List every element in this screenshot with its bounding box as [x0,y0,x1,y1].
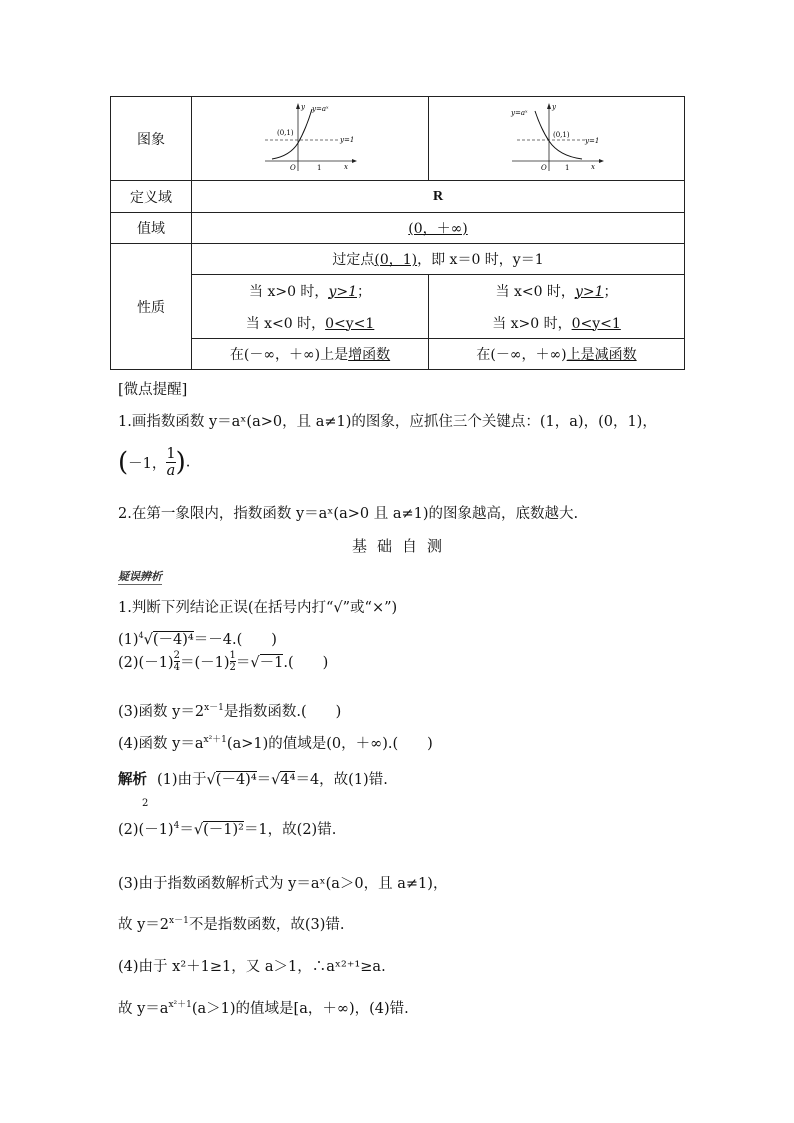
q2-exp2-den: 2 [229,662,236,673]
question-3 [118,700,341,721]
curve-label: y=aˣ [510,108,527,117]
s2-radical: √(－1)² [193,822,244,838]
s2-denominator: 4 [173,821,180,832]
left-mono-value: 增函数 [348,347,391,363]
s2-pre: (2)(－1) [118,822,174,838]
question-4 [118,732,433,753]
left-line1-post: ； [356,283,371,300]
q3-exponent: x－1 [204,703,224,714]
left-line2-pre: 当 x<0 时， [245,315,326,332]
solution-1 [118,768,388,789]
s1-post: ＝4，故(1)错. [295,772,388,788]
s3-post: 不是指数函数，故(3)错. [188,917,345,933]
asymptote-label: y=1 [340,135,355,144]
x-axis-label: x [344,162,348,171]
q2-exp2-num: 1 [229,650,236,661]
asymptote-label: y=1 [584,136,599,145]
tick-label: 1 [317,163,322,172]
x-axis-arrow [599,159,604,163]
question-2 [118,650,328,690]
solution-4-line1: (4)由于 x²＋1≥1，又 a＞1，∴aˣ²⁺¹≥a. [118,959,386,975]
x-axis-arrow [352,159,357,163]
left-mono-pre: 在(－∞，＋∞)上是 [229,347,349,363]
q2-exp1-num: 2 [173,650,180,661]
s2-mid: ＝ [179,822,194,838]
y-axis-label: y [551,102,556,111]
section-tag-text: 疑误辨析 [118,570,162,583]
s2-radicand: (－1)² [203,822,244,838]
increasing-monotonic-cell [192,339,429,370]
q2-eq: ＝ [235,655,251,671]
s3-pre: 故 y＝2 [118,917,170,933]
s2-post: ＝1，故(2)错. [243,822,337,838]
x-axis-label: x [590,162,595,171]
tips-header: [微点提醒] [118,382,188,398]
range-value: (0，＋∞) [408,221,468,237]
solution-3-line2 [118,913,345,934]
q2-radicand: －1 [259,655,284,671]
decreasing-exponential-graph [507,101,607,173]
q3-post: 是指数函数.( ) [223,704,342,720]
right-mono-pre: 在(－∞，＋∞) [476,347,567,363]
right-line1-post: ； [603,283,618,300]
tick-label: 1 [564,163,569,172]
right-line1-value: y>1 [574,283,604,300]
fraction-numerator: 1 [166,446,176,462]
decreasing-values-cell [429,275,685,339]
s1-radicand: (－4)⁴ [215,772,257,788]
section-title: 基础自测 [352,537,453,555]
q1-radical: √(－4)⁴ [143,632,194,648]
s4-pre: 故 y＝a [118,1001,169,1017]
tip-1-fraction [166,446,175,479]
q2-mid: ＝(－1) [179,655,230,671]
right-line2-value: 0<y<1 [571,315,621,332]
fraction-denominator: a [166,463,176,479]
s4-post: (a＞1)的值域是[a，＋∞)，(4)错. [191,1001,409,1017]
q4-pre: (4)函数 y＝a [118,736,204,752]
graph-row-label: 图象 [111,97,192,181]
curve-label: y=aˣ [312,104,329,113]
q2-post: .( ) [283,655,329,671]
origin-label: O [290,163,296,172]
property-label: 性质 [111,244,192,370]
right-mono-value: 上是减函数 [566,347,637,363]
q2-radical: √－1 [250,655,284,671]
q4-post: (a>1)的值域是(0，＋∞).( ) [226,736,433,752]
domain-label: 定义域 [111,181,192,213]
solution-4-line2 [118,997,409,1018]
s1-mid: ＝ [256,772,272,788]
q1-root-index: 4 [138,631,144,641]
q3-pre: (3)函数 y＝2 [118,704,205,720]
solution-label: 解析 [118,771,147,788]
q4-exponent: x²＋1 [203,735,227,746]
q1-post: ＝－4.( ) [193,632,277,648]
graph-increasing [192,97,429,181]
right-paren: ) [175,447,186,478]
fixed-point-cell [192,244,685,275]
range-cell [192,213,685,244]
y-axis-label: y [301,102,305,111]
q2-exp1-den: 4 [173,662,180,673]
left-paren: ( [118,447,129,478]
increasing-values-cell [192,275,429,339]
fixed-point-post: ，即 x＝0 时，y＝1 [417,252,544,268]
tip-1-point [118,446,190,484]
tip-1: 1.画指数函数 y＝aˣ(a>0，且 a≠1)的图象，应抓住三个关键点：(1，a)，(0，1)， [118,414,657,430]
s3-exponent: x－1 [169,916,189,927]
y-axis-arrow [547,103,551,109]
decreasing-monotonic-cell [429,339,685,370]
tip-1-point-x: －1， [128,456,167,472]
exponential-properties-table [110,96,685,370]
s1-radical: √(－4)⁴ [206,772,257,788]
range-label: 值域 [111,213,192,244]
solution-3-line1: (3)由于指数函数解析式为 y＝aˣ(a＞0，且 a≠1)， [118,876,448,892]
tip-1-end: . [185,454,191,471]
point-label: (0,1) [552,130,570,139]
point-label: (0,1) [277,128,294,137]
q1-pre: (1) [118,632,139,648]
fixed-point-pre: 过定点 [332,252,375,268]
increasing-exponential-graph [260,101,360,173]
s1-radicand-2: 4⁴ [280,772,296,788]
s4-exponent: x²＋1 [168,1000,192,1011]
question-1 [118,628,277,649]
left-line1-pre: 当 x>0 时， [249,283,329,300]
tip-2: 2.在第一象限内，指数函数 y＝aˣ(a>0 且 a≠1)的图象越高，底数越大. [118,506,579,522]
left-line2-value: 0<y<1 [325,315,375,332]
right-line2-pre: 当 x>0 时， [492,315,572,332]
right-line1-pre: 当 x<0 时， [495,283,575,300]
s1-radical-2: √4⁴ [271,772,296,788]
origin-label: O [540,163,547,172]
s1-pre: (1)由于 [157,772,207,788]
question-intro: 1.判断下列结论正误(在括号内打“√”或“×”) [118,600,398,616]
solution-2 [118,818,336,839]
s2-exponent: 2 [142,798,149,809]
y-axis-arrow [296,103,300,109]
left-line1-value: y>1 [328,283,357,300]
q2-pre: (2)(－1) [118,655,174,671]
graph-decreasing [429,97,685,181]
fixed-point-value: (0，1) [374,252,418,268]
section-tag [118,565,162,584]
domain-value: R [192,181,685,213]
q1-radicand: (－4)⁴ [152,632,194,648]
